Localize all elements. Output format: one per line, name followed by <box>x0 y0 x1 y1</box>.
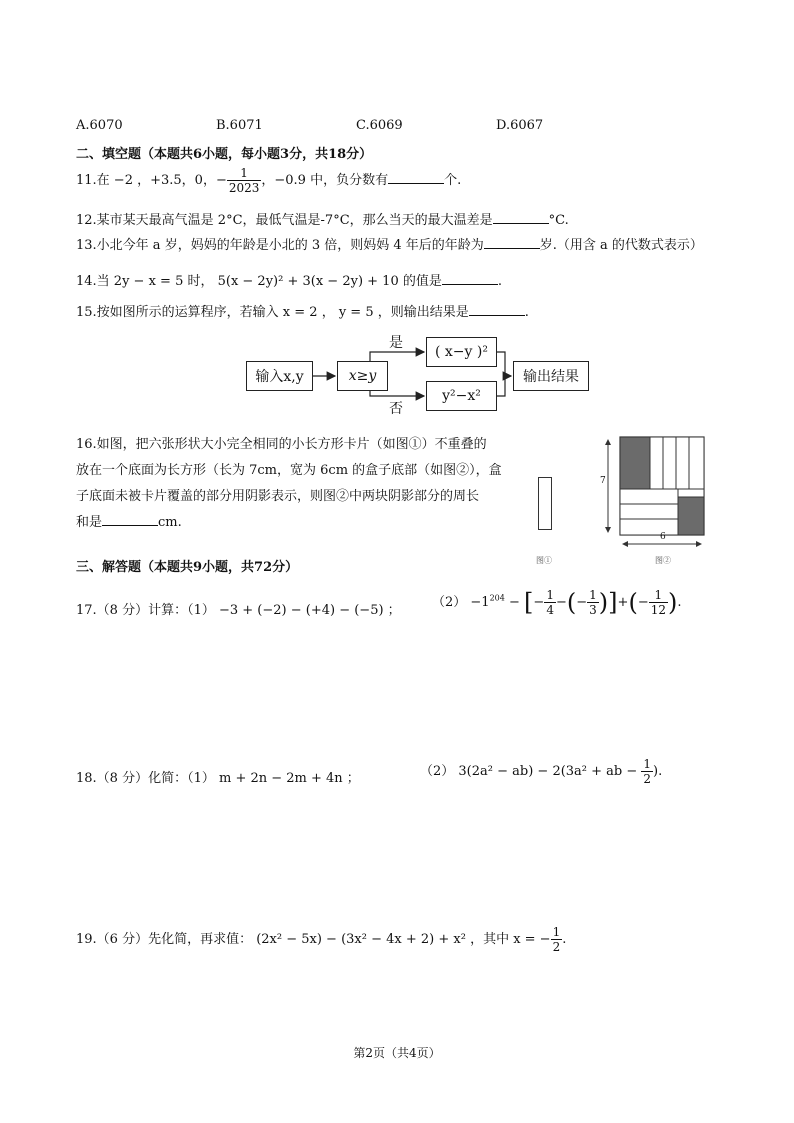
q19-text: 19.（6 分）先化简，再求值： (2x² − 5x) − (3x² − 4x + 2) + x² ，其中 x = − <box>76 932 551 947</box>
q11-end: 个. <box>444 173 462 188</box>
page-footer: 第2页（共4页） <box>353 1046 441 1060</box>
figure-2-width-label: 6 <box>660 532 666 542</box>
q14-text: 14.当 2y − x = 5 时， 5(x − 2y)² + 3(x − 2y) + 10 的值是 <box>76 274 442 289</box>
q17-p2-text: （2） −1 <box>432 595 490 610</box>
q16-line3: 子底面未被卡片覆盖的部分用阴影表示，则图②中两块阴影部分的周长 <box>76 489 480 504</box>
q18-end: ). <box>653 764 663 779</box>
q19-end: . <box>562 932 567 947</box>
question-19 <box>76 925 566 954</box>
q16-line1: 16.如图，把六张形状大小完全相同的小长方形卡片（如图①）不重叠的 <box>76 437 487 452</box>
q16-end: cm. <box>158 515 182 530</box>
section3-title: 三、解答题（本题共9小题，共72分） <box>76 560 299 575</box>
flowchart-top-box: ( x−y )² <box>426 337 497 367</box>
q11-text-post: ，−0.9 中，负分数有 <box>261 173 389 188</box>
figure-1 <box>538 477 552 530</box>
q19-fraction: $\frac{1}{2}$ <box>552 925 561 954</box>
q11-fraction: $\frac{1}{2023}$ <box>228 166 260 195</box>
q16-line2: 放在一个底面为长方形（长为 7cm，宽为 6cm 的盒子底部（如图②），盒 <box>76 463 502 478</box>
q18-p2-text: （2） 3(2a² − ab) − 2(3a² + ab − <box>420 764 642 779</box>
q17-fraction-c: $\frac{1}{12}$ <box>650 588 666 617</box>
figure-2 <box>596 432 716 562</box>
q13-end: 岁.（用含 a 的代数式表示） <box>539 238 703 253</box>
q17-fraction-a: $\frac{1}{4}$ <box>546 588 554 617</box>
q14-end: . <box>497 274 502 289</box>
figure-2-caption: 图② <box>655 556 671 565</box>
option-a: A.6070 <box>76 118 123 133</box>
flowchart-input-box: 输入x,y <box>246 361 313 391</box>
q12-end: °C. <box>548 213 569 228</box>
flowchart-arrows <box>0 0 794 420</box>
q17-minus: − <box>504 595 525 610</box>
section2-title: 二、填空题（本题共6小题，每小题3分，共18分） <box>76 147 373 162</box>
flowchart <box>0 0 794 420</box>
flowchart-no-label: 否 <box>389 401 403 417</box>
question-18-part1: 18.（8 分）化简：（1） m + 2n − 2m + 4n ； <box>76 771 360 786</box>
figure-2-height-label: 7 <box>600 476 606 486</box>
question-16 <box>76 432 502 536</box>
q11-text-pre: 11.在 −2 ，+3.5，0，− <box>76 173 227 188</box>
question-17-part1: 17.（8 分）计算：（1） −3 + (−2) − (+4) − (−5) ； <box>76 603 401 618</box>
flowchart-bottom-box: y²−x² <box>426 381 497 411</box>
question-18-part2 <box>420 757 662 786</box>
q15-text: 15.按如图所示的运算程序，若输入 x = 2 ， y = 5 ，则输出结果是 <box>76 305 469 320</box>
flowchart-yes-label: 是 <box>389 335 403 351</box>
flowchart-condition-box: x≥y <box>337 361 388 391</box>
q17-fraction-b: $\frac{1}{3}$ <box>589 588 597 617</box>
figure-1-caption: 图① <box>536 556 552 565</box>
q18-fraction: $\frac{1}{2}$ <box>643 757 652 786</box>
flowchart-output-box: 输出结果 <box>513 361 589 391</box>
option-b: B.6071 <box>216 118 263 133</box>
option-d: D.6067 <box>496 118 544 133</box>
q17-exponent: 204 <box>489 593 505 603</box>
q16-line4: 和是 <box>76 515 103 530</box>
q12-text: 12.某市某天最高气温是 2°C，最低气温是-7°C，那么当天的最大温差是 <box>76 213 493 228</box>
q13-text: 13.小北今年 a 岁，妈妈的年龄是小北的 3 倍，则妈妈 4 年后的年龄为 <box>76 238 484 253</box>
option-c: C.6069 <box>356 118 403 133</box>
q15-end: . <box>524 305 529 320</box>
question-17-part2: $(2) -1^{204}$ − [− $\frac{1}{4}$ −(− $\frac{1}{3}$ )]+(− $\frac{1}{12}$ ). <box>432 588 682 617</box>
answer-blank[interactable] <box>102 513 158 526</box>
